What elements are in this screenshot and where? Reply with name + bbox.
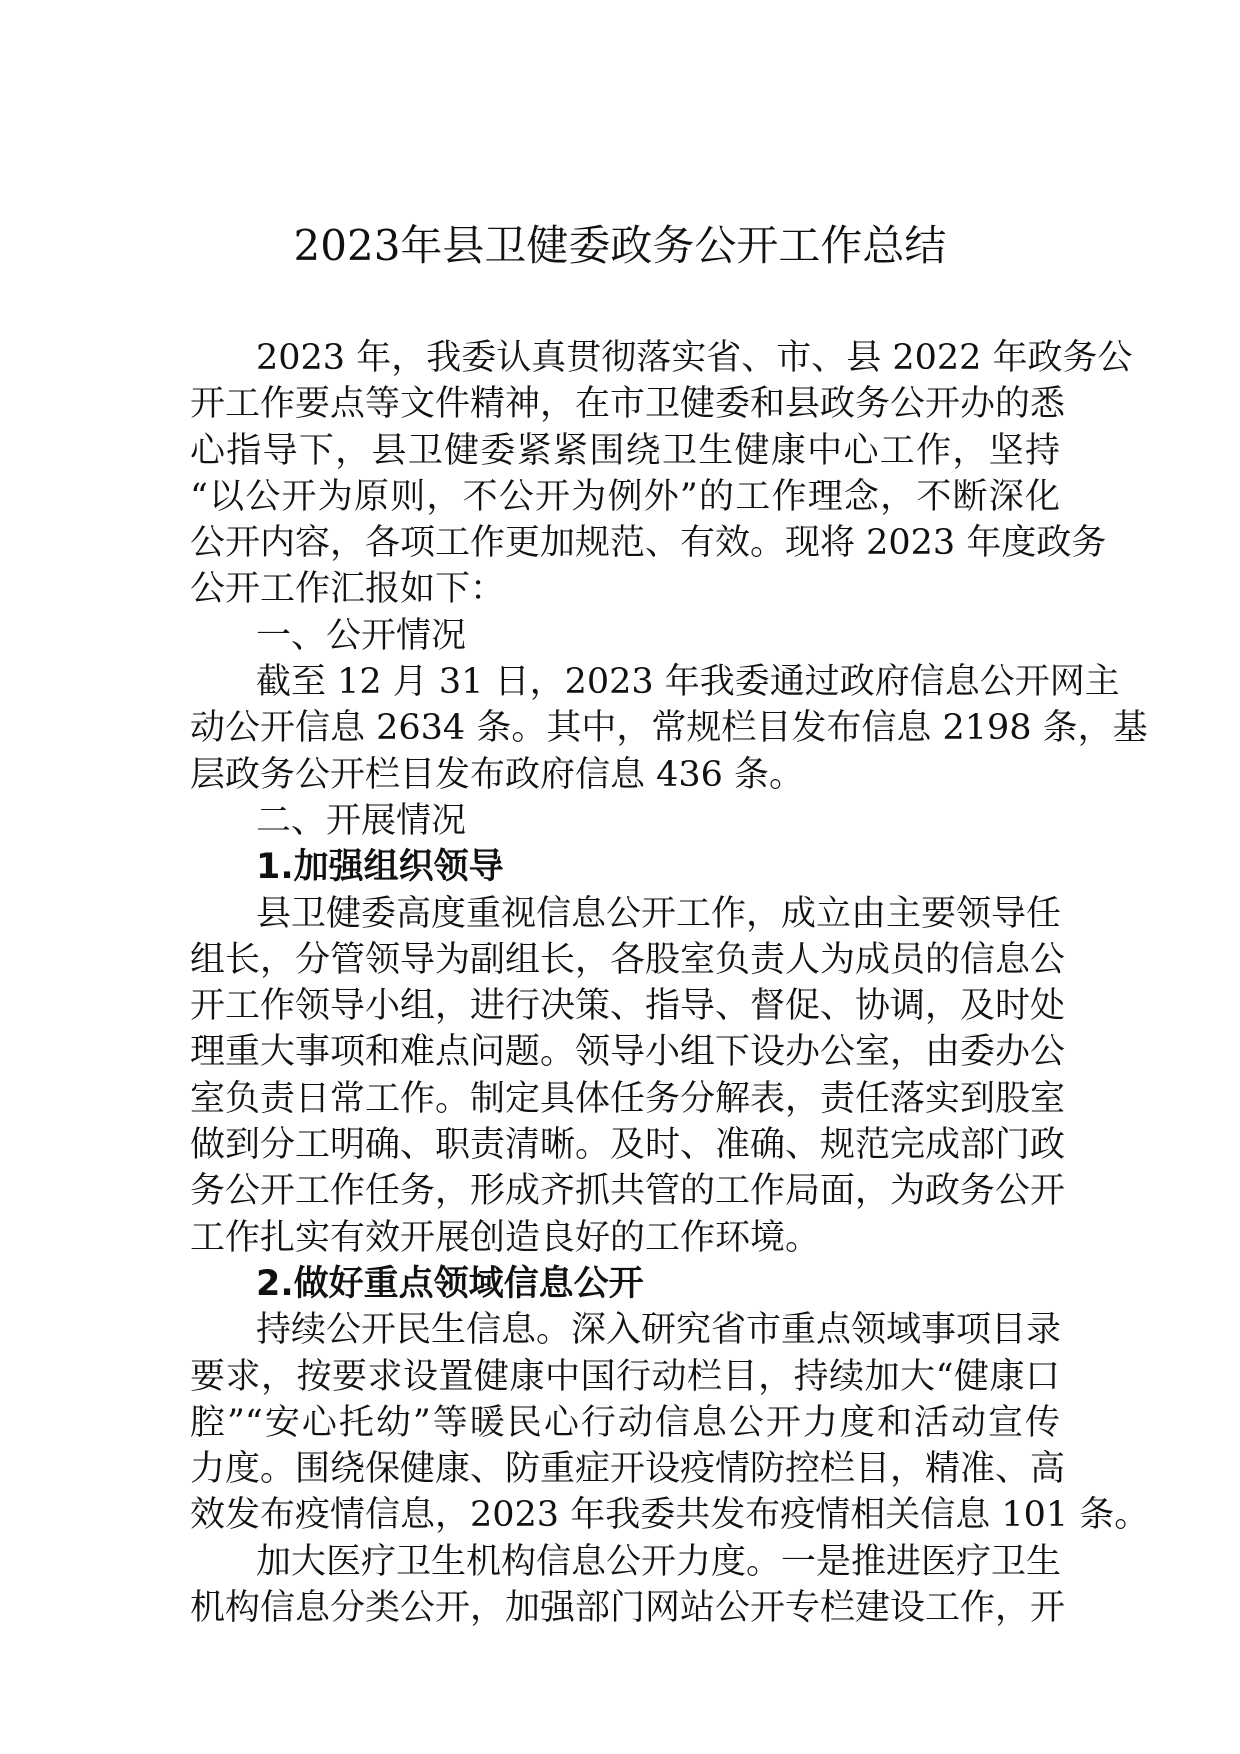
text-line: 理重大事项和难点问题。领导小组下设办公室，由委办公 xyxy=(190,1032,1066,1073)
text-line: 室负责日常工作。制定具体任务分解表，责任落实到股室 xyxy=(190,1078,1066,1119)
text-line: 层政务公开栏目发布政府信息 436 条。 xyxy=(190,754,805,795)
section-subheading: 1.加强组织领导 xyxy=(256,847,504,888)
text-line: 开工作领导小组，进行决策、指导、督促、协调，及时处 xyxy=(190,986,1066,1027)
text-line: 心指导下，县卫健委紧紧围绕卫生健康中心工作，坚持 xyxy=(190,430,1060,471)
text-line: 一、公开情况 xyxy=(256,615,467,656)
text-line: 组长，分管领导为副组长，各股室负责人为成员的信息公 xyxy=(190,939,1066,980)
document-body xyxy=(190,335,1150,1631)
text-line: 做到分工明确、职责清晰。及时、准确、规范完成部门政 xyxy=(190,1125,1066,1166)
text-line: 二、开展情况 xyxy=(256,800,467,841)
text-line: 效发布疫情信息，2023 年我委共发布疫情相关信息 101 条。 xyxy=(190,1495,1150,1536)
text-line: 截至 12 月 31 日，2023 年我委通过政府信息公开网主 xyxy=(256,662,1120,703)
section-subheading: 2.做好重点领域信息公开 xyxy=(256,1263,644,1304)
document-title: 2023年县卫健委政务公开工作总结 xyxy=(293,221,947,270)
text-line: 腔”“安心托幼”等暖民心行动信息公开力度和活动宣传 xyxy=(190,1402,1060,1443)
text-line: 县卫健委高度重视信息公开工作，成立由主要领导任 xyxy=(256,893,1062,934)
text-line: “以公开为原则，不公开为例外”的工作理念，不断深化 xyxy=(190,476,1060,517)
text-line: 工作扎实有效开展创造良好的工作环境。 xyxy=(190,1217,821,1258)
text-line: 公开工作汇报如下： xyxy=(190,569,506,610)
text-line: 持续公开民生信息。深入研究省市重点领域事项目录 xyxy=(256,1310,1062,1351)
text-line: 要求，按要求设置健康中国行动栏目，持续加大“健康口 xyxy=(190,1356,1060,1397)
text-line: 力度。围绕保健康、防重症开设疫情防控栏目，精准、高 xyxy=(190,1449,1066,1490)
text-line: 机构信息分类公开，加强部门网站公开专栏建设工作，开 xyxy=(190,1588,1066,1629)
text-line: 2023 年，我委认真贯彻落实省、市、县 2022 年政务公 xyxy=(256,338,1133,378)
text-line: 加大医疗卫生机构信息公开力度。一是推进医疗卫生 xyxy=(256,1541,1062,1582)
text-line: 务公开工作任务，形成齐抓共管的工作局面，为政务公开 xyxy=(190,1171,1066,1212)
text-line: 动公开信息 2634 条。其中，常规栏目发布信息 2198 条，基 xyxy=(190,708,1148,749)
text-line: 公开内容，各项工作更加规范、有效。现将 2023 年度政务 xyxy=(190,523,1107,564)
text-line: 开工作要点等文件精神，在市卫健委和县政务公开办的悉 xyxy=(190,384,1066,425)
